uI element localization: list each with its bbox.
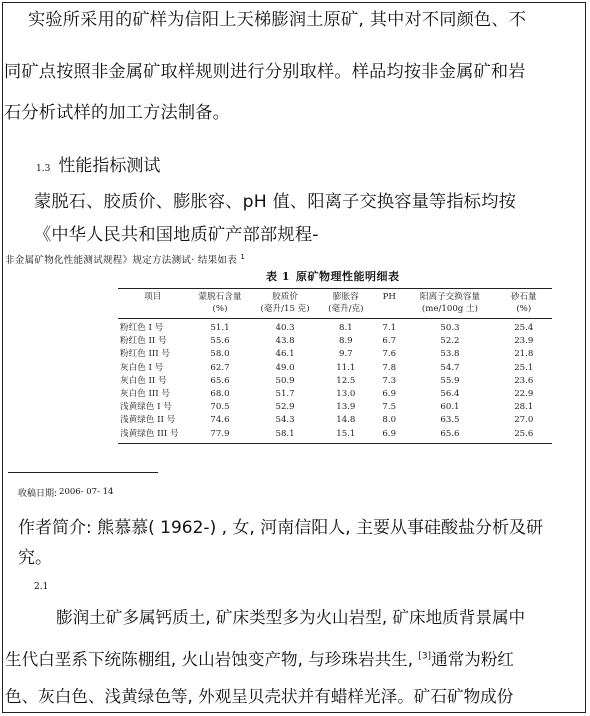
table-cell: 7.8 (382, 362, 397, 373)
header-swelling-unit: (毫升/克) (318, 304, 374, 319)
table-row (118, 335, 552, 348)
header-ph: PH (374, 289, 404, 304)
table-cell: 70.5 (210, 402, 230, 413)
table-caption-label: 表 1 (266, 270, 290, 283)
header-ph-unit (374, 304, 404, 319)
table-cell: 7.6 (382, 349, 397, 360)
table-header-row-2 (118, 304, 552, 319)
table-cell: 52.2 (440, 336, 460, 347)
header-montmorillonite: 蒙脱石含量 (187, 289, 252, 304)
section-number-2-1: 2.1 (34, 582, 49, 592)
table-cell: 23.9 (514, 336, 534, 347)
table-cell: 浅黄绿色 I 号 (120, 402, 172, 413)
table-cell: 13.0 (336, 389, 356, 400)
table-row (118, 401, 552, 414)
body-line-2-ref: [3] (418, 651, 432, 662)
header-colloid-value-unit: (毫升/15 克) (253, 304, 318, 319)
table-cell: 7.5 (382, 402, 397, 413)
method-line-2: 《中华人民共和国地质矿产部部规程- (34, 225, 319, 245)
header-cec-unit: (me/100g 土) (404, 304, 495, 319)
properties-table (118, 288, 552, 444)
body-line-2-text: 生代白垩系下统陈棚组, 火山岩蚀变产物, 与珍珠岩共生, (5, 650, 414, 669)
table-cell: 8.1 (338, 323, 353, 333)
table-cell: 55.9 (440, 375, 460, 386)
table-cell: 13.9 (336, 402, 356, 413)
table-cell: 68.0 (210, 389, 230, 400)
section-heading-1-3 (36, 151, 160, 176)
header-item-unit (118, 304, 187, 319)
header-cec: 阳离子交换容量 (404, 289, 495, 304)
table-cell: 21.8 (514, 349, 534, 360)
table-cell: 53.8 (440, 349, 460, 360)
table-cell: 63.5 (440, 415, 460, 426)
table-cell: 23.6 (514, 375, 534, 386)
table-cell: 7.3 (382, 375, 397, 386)
received-date-value: 2006- 07- 14 (59, 487, 114, 497)
table-cell: 浅黄绿色 II 号 (120, 415, 176, 426)
table-cell: 50.9 (275, 375, 295, 386)
table-cell: 14.8 (336, 415, 356, 426)
author-line-1: 作者简介: 熊慕慕( 1962-) , 女, 河南信阳人, 主要从事硅酸盐分析及研 (18, 518, 544, 538)
table-cell: 8.0 (382, 415, 397, 426)
table-cell: 6.7 (382, 336, 397, 347)
table-cell: 粉红色 I 号 (120, 323, 164, 333)
table-cell: 49.0 (275, 362, 295, 373)
table-caption-title: 原矿物理性能明细表 (295, 270, 400, 283)
table-cell: 65.6 (210, 375, 230, 386)
table-cell: 灰白色 III 号 (120, 389, 171, 400)
table-cell: 25.4 (514, 323, 534, 333)
table-cell: 51.7 (275, 389, 295, 400)
table-cell: 62.7 (210, 362, 230, 373)
body-line-2-tail: 通常为粉红 (431, 650, 515, 669)
table-row (118, 428, 552, 444)
intro-line-1: 实验所采用的矿样为信阳上天梯膨润土原矿, 其中对不同颜色、不 (28, 10, 527, 30)
table-cell: 浅黄绿色 III 号 (118, 428, 187, 444)
section-number: 1.3 (36, 164, 51, 174)
author-line-2: 究。 (18, 548, 52, 568)
table-cell: 6.9 (374, 428, 404, 444)
table-cell: 54.3 (275, 415, 295, 426)
table-cell: 6.9 (382, 389, 397, 400)
table-cell: 22.9 (514, 389, 534, 400)
table-row (118, 362, 552, 375)
body-line-2 (5, 646, 514, 670)
table-cell: 74.6 (210, 415, 230, 426)
table-cell: 15.1 (318, 428, 374, 444)
footnote-rule (8, 472, 158, 473)
table-cell: 56.4 (440, 389, 460, 400)
intro-line-2: 同矿点按照非金属矿取样规则进行分别取样。样品均按非金属矿和岩 (4, 62, 526, 82)
intro-line-3: 石分析试样的加工方法制备。 (4, 103, 231, 123)
table-cell: 粉红色 II 号 (120, 336, 167, 347)
table-cell: 50.3 (440, 323, 460, 333)
table-cell: 25.6 (496, 428, 552, 444)
table-row (118, 414, 552, 427)
table-cell: 25.1 (514, 362, 534, 373)
table-cell: 灰白色 II 号 (120, 375, 167, 386)
table-cell: 灰白色 I 号 (120, 362, 164, 373)
body-line-1: 膨润土矿多属钙质土, 矿床类型多为火山岩型, 矿床地质背景属中 (56, 608, 526, 627)
table-row (118, 348, 552, 361)
header-sand-unit: (%) (496, 304, 552, 319)
method-line-3-text: 非金属矿物化性能测试规程》规定方法测试· 结果如表 (5, 255, 238, 266)
table-cell: 9.7 (338, 349, 353, 360)
table-caption (266, 268, 399, 284)
method-line-3-ref: 1 (240, 252, 246, 261)
body-line-3: 色、灰白色、浅黄绿色等, 外观呈贝壳状并有蜡样光泽。矿石矿物成份 (5, 687, 514, 706)
table-cell: 58.0 (210, 349, 230, 360)
table-cell: 55.6 (210, 336, 230, 347)
table-cell: 粉红色 III 号 (120, 349, 171, 360)
method-line-1: 蒙脱石、胶质价、膨胀容、pH 值、阳离子交换容量等指标均按 (34, 192, 516, 212)
table-row (118, 388, 552, 401)
method-line-3 (5, 252, 245, 266)
table-cell: 77.9 (187, 428, 252, 444)
table-header-row-1 (118, 289, 552, 304)
header-colloid-value: 胶质价 (253, 289, 318, 304)
table-cell: 43.8 (275, 336, 295, 347)
table-cell: 7.1 (382, 323, 397, 333)
table-row (118, 375, 552, 388)
header-item: 项目 (118, 289, 187, 304)
table-cell: 27.0 (514, 415, 534, 426)
section-title: 性能指标测试 (58, 156, 161, 176)
table-cell: 51.1 (210, 323, 230, 333)
table-cell: 28.1 (514, 402, 534, 413)
table-cell: 52.9 (275, 402, 295, 413)
header-sand: 砂石量 (496, 289, 552, 304)
header-swelling: 膨胀容 (318, 289, 374, 304)
received-label: 收稿日期: (18, 489, 58, 499)
received-date (18, 486, 113, 499)
table-cell: 65.6 (404, 428, 495, 444)
table-cell: 54.7 (440, 362, 460, 373)
table-cell: 8.9 (338, 336, 353, 347)
table-cell: 12.5 (336, 375, 356, 386)
table-row (118, 319, 552, 336)
table-cell: 60.1 (440, 402, 460, 413)
header-montmorillonite-unit: (%) (187, 304, 252, 319)
table-cell: 11.1 (336, 362, 356, 373)
table-cell: 46.1 (275, 349, 295, 360)
table-cell: 58.1 (253, 428, 318, 444)
table-cell: 40.3 (275, 323, 295, 333)
